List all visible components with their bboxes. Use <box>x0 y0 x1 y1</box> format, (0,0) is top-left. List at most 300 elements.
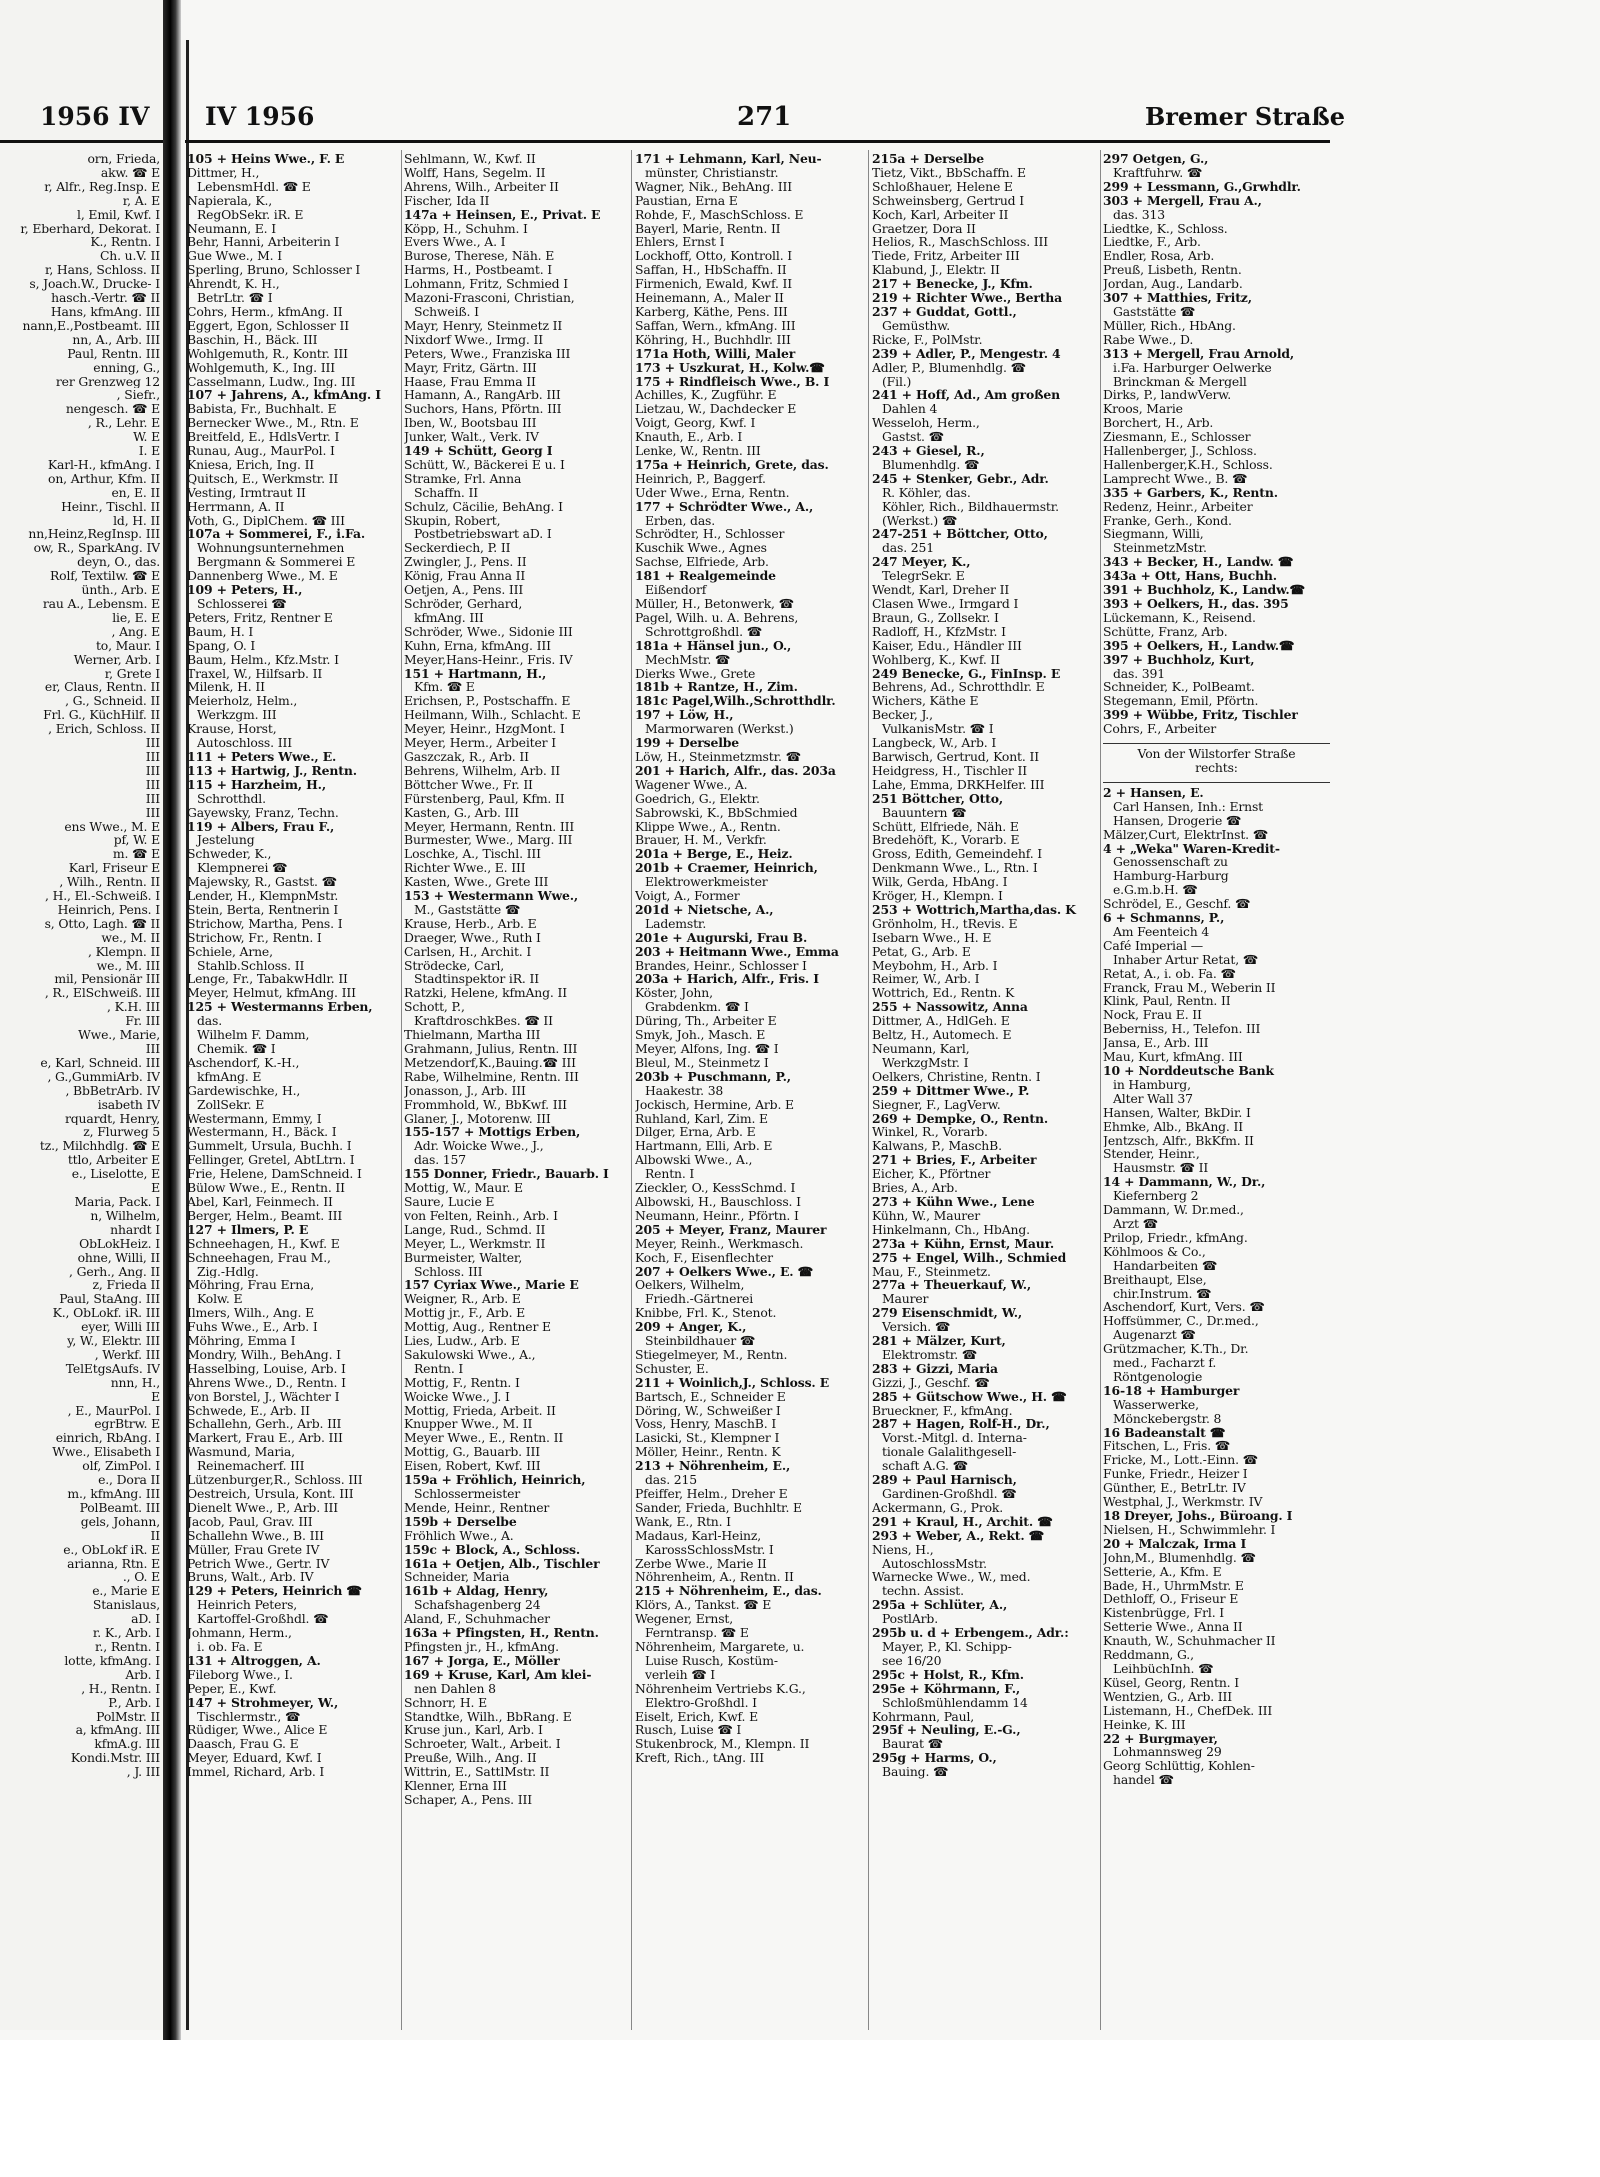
resident-entry: Bries, A., Arb. <box>872 1181 958 1195</box>
resident-entry: Schloßhauer, Helene E <box>872 179 1013 194</box>
house-number-entry: 259 + Dittmer Wwe., P. <box>872 1083 1030 1098</box>
resident-entry: Erben, das. <box>645 513 716 528</box>
resident-entry: John,M., Blumenhdlg. ☎ <box>1103 1550 1256 1565</box>
facing-page-line: Arb. I <box>125 1667 160 1682</box>
resident-entry: schaft A.G. ☎ <box>882 1459 968 1474</box>
resident-entry: Lies, Ludw., Arb. E <box>404 1334 520 1348</box>
resident-entry: Hinkelmann, Ch., HbAng. <box>872 1222 1030 1237</box>
resident-entry: Helios, R., MaschSchloss. III <box>872 235 1049 250</box>
street-title: Bremer Straße <box>1145 102 1345 131</box>
resident-entry: Jentzsch, Alfr., BkKfm. II <box>1103 1133 1254 1148</box>
resident-entry: MechMstr. ☎ <box>645 652 731 667</box>
resident-entry: Achilles, K., Zugführ. E <box>635 388 777 403</box>
resident-entry: Glaner, J., Motorenw. III <box>404 1111 551 1126</box>
facing-page-line: pf, W. E <box>113 833 160 848</box>
facing-page-line: ohne, Willi, II <box>77 1250 160 1265</box>
facing-page-line: ., O. E <box>122 1570 160 1585</box>
resident-entry: Seckerdiech, P. II <box>404 541 511 556</box>
house-number-entry: 205 + Meyer, Franz, Maurer <box>635 1222 827 1237</box>
resident-entry: Franck, Frau M., Weberin II <box>1103 980 1276 995</box>
resident-entry: Jacob, Paul, Grav. III <box>187 1514 313 1529</box>
resident-entry: Eicher, K., Pförtner <box>872 1167 991 1182</box>
resident-entry: Neumann, E. I <box>187 221 276 236</box>
facing-page-line: nann,E.,Postbeamt. III <box>22 318 160 333</box>
resident-entry: Tischlermstr., ☎ <box>197 1709 301 1724</box>
facing-page-line: we., M. II <box>101 930 160 945</box>
house-number-entry: 213 + Nöhrenheim, E., <box>635 1459 791 1474</box>
facing-page-line: Heinrich, Pens. I <box>57 902 160 917</box>
resident-entry: ZollSekr. E <box>197 1097 265 1112</box>
resident-entry: Behrens, Wilhelm, Arb. II <box>404 763 560 778</box>
resident-entry: Döring, W., Schweißer I <box>635 1403 781 1418</box>
resident-entry: Mau, F., Steinmetz. <box>872 1264 991 1279</box>
house-number-entry: 4 + „Weka" Waren-Kredit- <box>1103 841 1280 856</box>
resident-entry: Schweiß. I <box>414 304 479 319</box>
resident-entry: Beltz, H., Automech. E <box>872 1028 1012 1042</box>
resident-entry: Berger, Helm., Beamt. III <box>187 1208 343 1223</box>
resident-entry: Eggert, Egon, Schlosser II <box>187 318 349 333</box>
bottom-margin <box>0 2040 1600 2177</box>
facing-page-line: a, kfmAng. III <box>75 1723 160 1738</box>
resident-entry: Jestelung <box>197 833 255 848</box>
resident-entry: Hansen, Drogerie ☎ <box>1113 813 1242 828</box>
resident-entry: Bartsch, E., Schneider E <box>635 1389 786 1404</box>
resident-entry: Stender, Heinr., <box>1103 1147 1200 1162</box>
resident-entry: Friedh.-Gärtnerei <box>645 1292 754 1307</box>
resident-entry: Stramke, Frl. Anna <box>404 471 522 486</box>
resident-entry: Wasmund, Maria, <box>187 1445 295 1460</box>
facing-page-line: e., ObLokf iR. E <box>63 1542 160 1557</box>
facing-page-fragment <box>0 0 165 2030</box>
resident-entry: Saure, Lucie E <box>404 1194 495 1209</box>
resident-entry: Warnecke Wwe., W., med. <box>872 1570 1031 1585</box>
house-number-entry: 215a + Derselbe <box>872 152 984 166</box>
resident-entry: Schneehagen, H., Kwf. E <box>187 1236 340 1251</box>
house-number-entry: 217 + Benecke, J., Kfm. <box>872 277 1033 292</box>
resident-entry: Kühn, W., Maurer <box>872 1208 981 1223</box>
resident-entry: Endler, Rosa, Arb. <box>1103 249 1215 264</box>
resident-entry: techn. Assist. <box>882 1584 964 1599</box>
resident-entry: Nöhrenheim, A., Rentn. II <box>635 1570 794 1585</box>
resident-entry: (Werkst.) ☎ <box>882 513 958 528</box>
resident-entry: Klippe Wwe., A., Rentn. <box>635 819 781 834</box>
resident-entry: Eiselt, Erich, Kwf. E <box>635 1709 759 1724</box>
house-number-entry: 237 + Guddat, Gottl., <box>872 304 1017 319</box>
facing-page-line: , G., Schneid. II <box>65 694 160 709</box>
resident-entry: Quitsch, E., Werkmstr. II <box>187 471 339 486</box>
resident-entry: Nöhrenheim, Margarete, u. <box>635 1639 805 1654</box>
facing-page-line: P., Arb. I <box>108 1695 160 1710</box>
resident-entry: münster, Christianstr. <box>645 165 779 180</box>
resident-entry: Fischer, Ida II <box>404 193 490 208</box>
facing-page-line: Wwe., Marie, <box>78 1028 160 1042</box>
resident-entry: Radloff, H., KfzMstr. I <box>872 624 1006 639</box>
resident-entry: LeihbüchInh. ☎ <box>1113 1661 1214 1676</box>
facing-page-line: ow, R., SparkAng. IV <box>33 541 160 556</box>
resident-entry: Bülow Wwe., E., Rentn. II <box>187 1181 345 1195</box>
facing-page-line: eyer, Willi III <box>81 1320 160 1335</box>
resident-entry: Baschin, H., Bäck. III <box>187 332 318 347</box>
resident-entry: Mottig, F., Rentn. I <box>404 1375 520 1390</box>
resident-entry: Lockhoff, Otto, Kontroll. I <box>635 249 793 264</box>
resident-entry: Madaus, Karl-Heinz, <box>635 1528 762 1543</box>
resident-entry: Steinbildhauer ☎ <box>645 1334 756 1348</box>
resident-entry: Weigner, R., Arb. E <box>404 1292 521 1307</box>
house-number-entry: 281 + Mälzer, Kurt, <box>872 1334 1006 1348</box>
resident-entry: Meybohm, H., Arb. I <box>872 958 998 973</box>
resident-entry: Petat, G., Arb. E <box>872 944 971 959</box>
resident-entry: Wasserwerke, <box>1113 1397 1199 1412</box>
resident-entry: Klörs, A., Tankst. ☎ E <box>635 1598 772 1613</box>
resident-entry: Wilhelm F. Damm, <box>197 1028 310 1042</box>
house-number-entry: 171 + Lehmann, Karl, Neu- <box>635 152 822 166</box>
resident-entry: Kniesa, Erich, Ing. II <box>187 457 315 472</box>
resident-entry: Luise Rusch, Kostüm- <box>645 1653 778 1668</box>
resident-entry: Klempnerei ☎ <box>197 861 288 876</box>
resident-entry: Knibbe, Frl. K., Stenot. <box>635 1306 777 1321</box>
facing-page-line: , BbBetrArb. IV <box>65 1083 160 1098</box>
resident-entry: Draeger, Wwe., Ruth I <box>404 930 541 945</box>
house-number-entry: 273a + Kühn, Ernst, Maur. <box>872 1236 1055 1251</box>
resident-entry: Preuß, Lisbeth, Rentn. <box>1103 263 1242 278</box>
facing-page-line: Heinr., Tischl. II <box>61 499 160 514</box>
house-number-entry: 255 + Nassowitz, Anna <box>872 1000 1028 1015</box>
house-number-entry: 247-251 + Böttcher, Otto, <box>872 527 1048 542</box>
resident-entry: Listemann, H., ChefDek. III <box>1103 1703 1273 1718</box>
resident-entry: Fellinger, Gretel, AbtLtrn. I <box>187 1153 355 1168</box>
resident-entry: Rabe Wwe., D. <box>1103 332 1194 347</box>
resident-entry: Wagener Wwe., A. <box>635 777 748 792</box>
resident-entry: Westphal, J., Werkmstr. IV <box>1103 1495 1263 1509</box>
facing-page-line: Rolf, Textilw. ☎ E <box>49 569 160 584</box>
facing-page-line: nn,Heinz,RegInsp. III <box>28 527 160 542</box>
resident-entry: Schrödter, H., Schlosser <box>635 527 785 542</box>
resident-entry: Oelkers, Christine, Rentn. I <box>872 1069 1041 1084</box>
resident-entry: Abel, Karl, Feinmech. II <box>187 1194 333 1209</box>
resident-entry: Ehmke, Alb., BkAng. II <box>1103 1119 1243 1134</box>
resident-entry: Borchert, H., Arb. <box>1103 416 1214 431</box>
resident-entry: Schneider, Maria <box>404 1570 510 1585</box>
resident-entry: Schallehn, Gerh., Arb. III <box>187 1417 342 1432</box>
resident-entry: tionale Galalithgesell- <box>882 1445 1017 1460</box>
resident-entry: Pfeiffer, Helm., Dreher E <box>635 1487 788 1501</box>
resident-entry: Redenz, Heinr., Arbeiter <box>1103 499 1253 514</box>
house-number-entry: 155 Donner, Friedr., Bauarb. I <box>404 1167 609 1182</box>
house-number-entry: 105 + Heins Wwe., F. E <box>187 152 345 166</box>
resident-entry: Möhring, Frau Erna, <box>187 1278 315 1293</box>
resident-entry: Kolw. E <box>197 1292 243 1307</box>
facing-page-line: III <box>145 749 160 764</box>
resident-entry: Karberg, Käthe, Pens. III <box>635 304 788 319</box>
resident-entry: das. 251 <box>882 541 935 556</box>
book-gutter <box>163 0 181 2040</box>
house-number-entry: 22 + Burgmayer, <box>1103 1731 1218 1746</box>
facing-page-line: I. E <box>138 444 160 458</box>
house-number-entry: 175a + Heinrich, Grete, das. <box>635 457 829 472</box>
facing-page-line: , Ang. E <box>111 624 160 639</box>
resident-entry: Zieckler, O., KessSchmd. I <box>635 1181 796 1195</box>
resident-entry: Krause, Horst, <box>187 722 277 737</box>
resident-entry: Setterie, A., Kfm. E <box>1103 1564 1222 1579</box>
house-number-entry: 285 + Gütschow Wwe., H. ☎ <box>872 1389 1067 1404</box>
facing-page-line: l, Emil, Kwf. I <box>77 207 160 222</box>
house-number-entry: 269 + Dempke, O., Rentn. <box>872 1111 1049 1126</box>
resident-entry: Isebarn Wwe., H. E <box>872 930 992 945</box>
facing-page-line: II <box>150 1528 160 1543</box>
resident-entry: Niens, H., <box>872 1542 934 1557</box>
resident-entry: Meyer, Herm., Arbeiter I <box>404 736 556 750</box>
resident-entry: Stein, Berta, Rentnerin I <box>187 902 339 917</box>
resident-entry: Brandes, Heinr., Schlosser I <box>635 958 807 973</box>
resident-entry: Ruhland, Karl, Zim. E <box>635 1111 768 1126</box>
facing-page-line: r., Rentn. I <box>95 1639 160 1654</box>
resident-entry: Müller, Rich., HbAng. <box>1103 318 1236 333</box>
facing-page-column <box>0 152 160 2027</box>
resident-entry: Majewsky, R., Gastst. ☎ <box>187 875 337 890</box>
resident-entry: Haakestr. 38 <box>645 1083 724 1098</box>
resident-entry: Adr. Woicke Wwe., J., <box>414 1139 544 1154</box>
resident-entry: Grabdenkm. ☎ I <box>645 1000 749 1015</box>
resident-entry: Heinrich, P., Baggerf. <box>635 471 766 486</box>
resident-entry: Traxel, W., Hilfsarb. II <box>187 666 323 681</box>
resident-entry: Mende, Heinr., Rentner <box>404 1500 550 1515</box>
facing-page-line: Werner, Arb. I <box>73 652 160 667</box>
resident-entry: Metzendorf,K.,Bauing.☎ III <box>404 1055 576 1070</box>
facing-page-line: , Werkf. III <box>94 1347 160 1362</box>
resident-entry: Westermann, Emmy, I <box>187 1111 322 1126</box>
resident-entry: Dethloff, O., Friseur E <box>1103 1592 1239 1607</box>
house-number-entry: 18 Dreyer, Johs., Büroang. I <box>1103 1509 1293 1523</box>
resident-entry: Lohmannsweg 29 <box>1113 1745 1222 1760</box>
resident-entry: Mazoni-Frasconi, Christian, <box>404 291 575 305</box>
resident-entry: Elektrowerkmeister <box>645 875 768 890</box>
facing-page-line: e, Karl, Schneid. III <box>40 1055 160 1070</box>
resident-entry: Bayerl, Marie, Rentn. II <box>635 221 781 236</box>
facing-page-line: , Wilh., Rentn. II <box>59 875 160 890</box>
resident-entry: Casselmann, Ludw., Ing. III <box>187 374 356 389</box>
resident-entry: Hamann, A., RangArb. III <box>404 388 561 403</box>
house-number-entry: 307 + Matthies, Fritz, <box>1103 291 1252 305</box>
resident-entry: Albowski, H., Bauschloss. I <box>635 1194 801 1209</box>
house-number-entry: 203b + Puschmann, P., <box>635 1069 791 1084</box>
resident-entry: in Hamburg, <box>1113 1077 1191 1092</box>
resident-entry: TelegrSekr. E <box>882 569 965 584</box>
house-number-entry: 181b + Rantze, H., Zim. <box>635 680 798 695</box>
column-divider <box>401 150 402 2030</box>
facing-page-line: e., Liselotte, E <box>71 1167 160 1182</box>
resident-entry: Köpp, H., Schuhm. I <box>404 221 528 236</box>
resident-entry: Carl Hansen, Inh.: Ernst <box>1113 799 1264 814</box>
facing-page-line: , H., El.-Schweiß. I <box>45 889 160 903</box>
facing-page-line: Ch. u.V. II <box>99 249 160 264</box>
resident-entry: Voigt, A., Former <box>635 889 740 903</box>
resident-entry: Ahrens Wwe., D., Rentn. I <box>187 1375 346 1390</box>
column-divider <box>1100 150 1101 2030</box>
resident-entry: Bruns, Walt., Arb. IV <box>187 1570 314 1585</box>
resident-entry: Wichers, Käthe E <box>872 694 979 709</box>
house-number-entry: 201e + Augurski, Frau B. <box>635 930 808 945</box>
facing-page-line: en, E. II <box>111 485 160 500</box>
resident-entry: Rentn. I <box>414 1361 464 1376</box>
resident-entry: Lademstr. <box>645 916 707 931</box>
resident-entry: Mottig jr., F., Arb. E <box>404 1306 526 1321</box>
resident-entry: Ehlers, Ernst I <box>635 235 725 250</box>
facing-page-line: nnn, H., <box>110 1375 160 1390</box>
house-number-entry: 177 + Schrödter Wwe., A., <box>635 499 814 514</box>
facing-page-line: Fr. III <box>125 1014 160 1029</box>
resident-entry: SteinmetzMstr. <box>1113 541 1207 556</box>
resident-entry: Schütt, Elfriede, Näh. E <box>872 819 1019 834</box>
resident-entry: Köhler, Rich., Bildhauermstr. <box>882 499 1059 514</box>
resident-entry: Knauth, E., Arb. I <box>635 430 743 445</box>
facing-page-line: egrBtrw. E <box>94 1417 160 1432</box>
resident-entry: Runau, Aug., MaurPol. I <box>187 444 335 458</box>
resident-entry: Funke, Friedr., Heizer I <box>1103 1467 1248 1482</box>
resident-entry: Von der Wilstorfer Straße <box>1137 747 1296 761</box>
resident-entry: Mayr, Henry, Steinmetz II <box>404 318 563 333</box>
resident-entry: Versich. ☎ <box>882 1320 951 1335</box>
resident-entry: Winkel, R., Vorarb. <box>872 1125 988 1140</box>
facing-page-line: III <box>145 736 160 750</box>
resident-entry: Cohrs, F., Arbeiter <box>1103 722 1217 737</box>
resident-entry: Saffan, H., HbSchaffn. II <box>635 263 787 278</box>
resident-entry: WerkzgMstr. I <box>882 1055 969 1070</box>
house-number-entry: 167 + Jorga, E., Möller <box>404 1653 560 1668</box>
resident-entry: Napierala, K., <box>187 193 273 208</box>
facing-page-line: , H., Rentn. I <box>81 1681 160 1696</box>
resident-entry: Kasten, G., Arb. III <box>404 805 519 820</box>
house-number-entry: 207 + Oelkers Wwe., E. ☎ <box>635 1264 813 1279</box>
facing-page-line: mil, Pensionär III <box>54 972 160 987</box>
facing-page-line: z, Frieda II <box>92 1278 160 1293</box>
house-number-entry: 313 + Mergell, Frau Arnold, <box>1103 346 1295 361</box>
resident-entry: Jonasson, J., Arb. III <box>404 1083 526 1098</box>
resident-entry: Rohde, F., MaschSchloss. E <box>635 207 804 222</box>
resident-entry: Fricke, M., Lott.-Einn. ☎ <box>1103 1453 1258 1468</box>
resident-entry: Kasten, Wwe., Grete III <box>404 875 549 890</box>
resident-entry: Becker, J., <box>872 708 933 723</box>
facing-page-line: nengesch. ☎ E <box>65 402 160 417</box>
facing-page-line: rer Grenzweg 12 <box>55 374 160 389</box>
resident-entry: Schloss. III <box>414 1264 483 1279</box>
resident-entry: Kiefernberg 2 <box>1113 1189 1199 1204</box>
resident-entry: Brueckner, F., kfmAng. <box>872 1403 1013 1418</box>
resident-entry: Brauer, H. M., Verkfr. <box>635 833 767 848</box>
house-number-entry: 335 + Garbers, K., Rentn. <box>1103 485 1278 500</box>
resident-entry: Sabrowski, K., BbSchmied <box>635 805 798 820</box>
house-number-entry: 181c Pagel,Wilh.,Schrotthdlr. <box>635 694 836 709</box>
house-number-entry: 181a + Hänsel jun., O., <box>635 638 792 653</box>
house-number-entry: 201a + Berge, E., Heiz. <box>635 847 793 862</box>
resident-entry: Lohmann, Fritz, Schmied I <box>404 277 568 292</box>
resident-entry: Bergmann & Sommerei E <box>197 555 356 570</box>
resident-entry: Schrotthdl. <box>197 791 266 806</box>
facing-page-line: III <box>145 1042 160 1056</box>
resident-entry: Marmorwaren (Werkst.) <box>645 722 794 737</box>
resident-entry: Lange, Rud., Schmd. II <box>404 1222 546 1237</box>
facing-page-line: III <box>145 763 160 778</box>
facing-page-line: Kondi.Mstr. III <box>70 1751 160 1766</box>
resident-entry: Köhlmoos & Co., <box>1103 1244 1206 1259</box>
house-number-entry: 251 Böttcher, Otto, <box>872 791 1004 806</box>
house-number-entry: 249 Benecke, G., FinInsp. E <box>872 666 1061 681</box>
resident-entry: Handarbeiten ☎ <box>1113 1258 1218 1273</box>
resident-entry: Oestreich, Ursula, Kont. III <box>187 1487 354 1501</box>
resident-entry: Blumenhdlg. ☎ <box>882 457 980 472</box>
resident-entry: Elektromstr. ☎ <box>882 1347 978 1362</box>
resident-entry: Schrödel, E., Geschf. ☎ <box>1103 897 1251 912</box>
house-number-entry: 149 + Schütt, Georg I <box>404 444 553 458</box>
resident-entry: Dittmer, A., HdlGeh. E <box>872 1014 1010 1029</box>
house-number-entry: 14 + Dammann, W., Dr., <box>1103 1175 1266 1190</box>
facing-page-line: Stanislaus, <box>92 1598 160 1613</box>
resident-entry: Retat, A., i. ob. Fa. ☎ <box>1103 966 1236 981</box>
resident-entry: Langbeck, W., Arb. I <box>872 736 997 750</box>
facing-page-line: lotte, kfmAng. I <box>64 1653 160 1668</box>
facing-page-line: Karl, Friseur E <box>68 861 160 876</box>
house-number-entry: 159a + Fröhlich, Heinrich, <box>404 1473 586 1487</box>
house-number-entry: 109 + Peters, H., <box>187 583 303 597</box>
resident-entry: Hallenberger, J., Schloss. <box>1103 444 1257 458</box>
resident-entry: Meyer, Alfons, Ing. ☎ I <box>635 1042 779 1056</box>
resident-entry: Grahmann, Julius, Rentn. III <box>404 1042 578 1056</box>
house-number-entry: 16-18 + Hamburger <box>1103 1383 1240 1398</box>
header-rule <box>185 140 1330 143</box>
facing-page-line: , Siefr., <box>116 388 160 403</box>
resident-entry: Johmann, Herm., <box>187 1626 292 1640</box>
resident-entry: M., Gaststätte ☎ <box>414 902 521 917</box>
resident-entry: Dierks Wwe., Grete <box>635 666 756 681</box>
resident-entry: Bredehöft, K., Vorarb. E <box>872 833 1020 848</box>
facing-page-line: , Erich, Schloss. II <box>48 722 160 737</box>
house-number-entry: 295c + Holst, R., Kfm. <box>872 1667 1024 1682</box>
house-number-entry: 153 + Westermann Wwe., <box>404 889 579 903</box>
resident-entry: Koch, Karl, Arbeiter II <box>872 207 1009 222</box>
resident-entry: RegObSekr. iR. E <box>197 207 304 222</box>
resident-entry: Neumann, Karl, <box>872 1042 970 1056</box>
resident-entry: Lasicki, St., Klempner I <box>635 1431 780 1446</box>
resident-entry: Bernecker Wwe., M., Rtn. E <box>187 416 359 431</box>
resident-entry: verleih ☎ I <box>645 1667 716 1682</box>
resident-entry: Werkzgm. III <box>197 708 277 723</box>
resident-entry: Gross, Edith, Gemeindehf. I <box>872 847 1043 862</box>
facing-page-line: Wwe., Elisabeth I <box>52 1445 160 1460</box>
resident-entry: Pfingsten jr., H., kfmAng. <box>404 1639 559 1654</box>
resident-entry: med., Facharzt f. <box>1113 1356 1217 1370</box>
house-number-entry: 119 + Albers, Frau F., <box>187 819 335 834</box>
resident-entry: Müller, Frau Grete IV <box>187 1542 320 1557</box>
resident-entry: Augenarzt ☎ <box>1113 1328 1196 1343</box>
house-number-entry: 245 + Stenker, Gebr., Adr. <box>872 471 1049 486</box>
facing-page-line: nhardt I <box>110 1222 160 1237</box>
facing-page-line: Karl-H., kfmAng. I <box>47 457 160 472</box>
house-number-entry: 159b + Derselbe <box>404 1514 517 1529</box>
house-number-entry: 113 + Hartwig, J., Rentn. <box>187 763 357 778</box>
resident-entry: Sehlmann, W., Kwf. II <box>404 152 536 166</box>
column-divider <box>631 150 632 2030</box>
resident-entry: PostlArb. <box>882 1612 938 1627</box>
resident-entry: Aland, F., Schuhmacher <box>404 1612 550 1627</box>
resident-entry: Harms, H., Postbeamt. I <box>404 263 553 278</box>
resident-entry: Frommhold, W., BbKwf. III <box>404 1097 567 1112</box>
facing-page-line: nn, A., Arb. III <box>72 332 160 347</box>
directory-column-1 <box>187 152 400 2027</box>
house-number-entry: 295g + Harms, O., <box>872 1751 997 1766</box>
resident-entry: Nielsen, H., Schwimmlehr. I <box>1103 1522 1276 1537</box>
resident-entry: Peper, E., Kwf. <box>187 1681 277 1696</box>
column-divider <box>868 150 869 2030</box>
resident-entry: Jordan, Aug., Landarb. <box>1103 277 1243 292</box>
